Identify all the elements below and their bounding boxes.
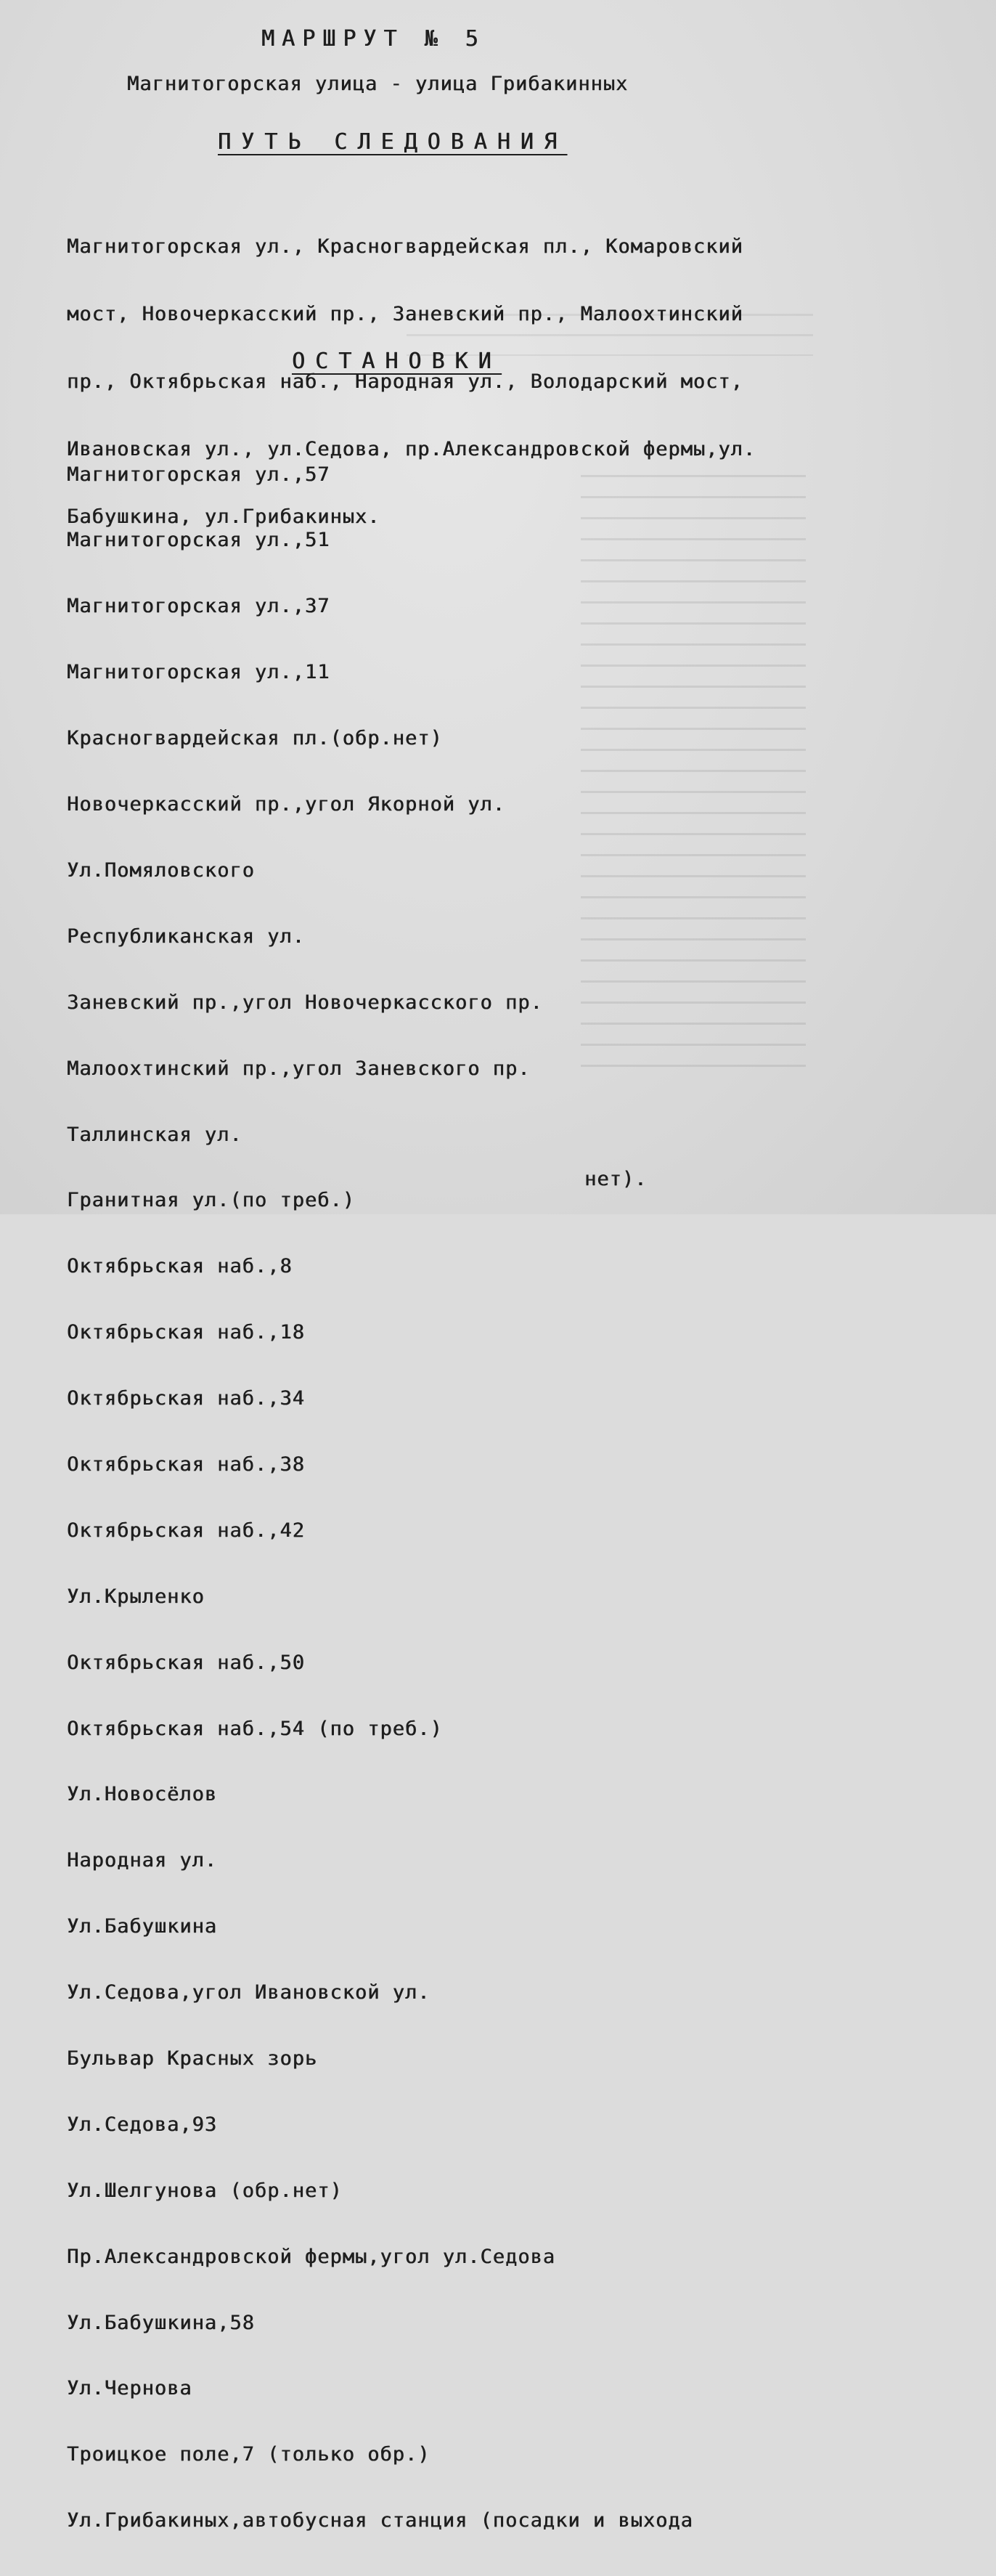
stop-item: Ул.Бабушкина — [67, 1915, 218, 1938]
stop-item: Ул.Чернова — [67, 2377, 192, 2400]
stop-item: Троицкое поле,7 (только обр.) — [67, 2443, 430, 2466]
stop-item: Гранитная ул.(по треб.) — [67, 1189, 355, 1212]
stop-item: Октябрьская наб.,18 — [67, 1321, 305, 1344]
route-line: Ивановская ул., ул.Седова, пр.Александровской фермы,ул. — [67, 438, 756, 460]
stop-item: Октябрьская наб.,50 — [67, 1651, 305, 1674]
stop-item: Октябрьская наб.,8 — [67, 1255, 293, 1278]
stop-item: Магнитогорская ул.,57 — [67, 463, 330, 486]
route-line: Магнитогорская ул., Красногвардейская пл., Комаровский — [67, 235, 743, 258]
stop-item: Заневский пр.,угол Новочеркасского пр. — [67, 991, 543, 1014]
stop-item: Бульвар Красных зорь — [67, 2047, 318, 2070]
stop-item: Малоохтинский пр.,угол Заневского пр. — [67, 1057, 531, 1080]
stop-item: Магнитогорская ул.,51 — [67, 529, 330, 552]
stop-item: Октябрьская наб.,34 — [67, 1387, 305, 1410]
stop-item-continuation: нет). — [584, 1168, 648, 1190]
stops-heading: ОСТАНОВКИ — [292, 349, 502, 374]
stop-item: Октябрьская наб.,38 — [67, 1452, 305, 1476]
route-title: МАРШРУТ № 5 — [261, 26, 486, 52]
stop-item: Ул.Седова,угол Ивановской ул. — [67, 1981, 430, 2004]
stop-item: Магнитогорская ул.,11 — [67, 661, 330, 684]
stop-item: Таллинская ул. — [67, 1123, 242, 1146]
route-path-heading: ПУТЬ СЛЕДОВАНИЯ — [218, 129, 567, 155]
stop-item: Ул.Грибакиных,автобусная станция (посадки и выхода — [67, 2509, 693, 2532]
stop-item: Народная ул. — [67, 1849, 218, 1872]
stop-item: Ул.Крыленко — [67, 1585, 205, 1608]
stop-item: Ул.Помяловского — [67, 858, 255, 882]
stop-item: Пр.Александровской фермы,угол ул.Седова — [67, 2245, 555, 2268]
route-line: пр., Октябрьская наб., Народная ул., Володарский мост, — [67, 370, 743, 393]
stop-item: Красногвардейская пл.(обр.нет) — [67, 727, 443, 750]
stop-item: Ул.Шелгунова (обр.нет) — [67, 2179, 343, 2202]
stop-item: Ул.Седова,93 — [67, 2113, 218, 2136]
stop-item: Магнитогорская ул.,37 — [67, 595, 330, 618]
stops-list — [67, 420, 693, 2576]
stop-item: Ул.Бабушкина,58 — [67, 2311, 255, 2334]
stop-item: Ул.Новосёлов — [67, 1783, 218, 1806]
stop-item: Республиканская ул. — [67, 925, 305, 948]
route-line: мост, Новочеркасский пр., Заневский пр., Малоохтинский — [67, 303, 743, 325]
route-subtitle: Магнитогорская улица - улица Грибакинных — [127, 73, 629, 95]
stop-item: Октябрьская наб.,54 (по треб.) — [67, 1717, 443, 1740]
stop-item: Октябрьская наб.,42 — [67, 1519, 305, 1542]
route-line: Бабушкина, ул.Грибакиных. — [67, 505, 380, 528]
stop-item: Новочеркасский пр.,угол Якорной ул. — [67, 793, 505, 816]
